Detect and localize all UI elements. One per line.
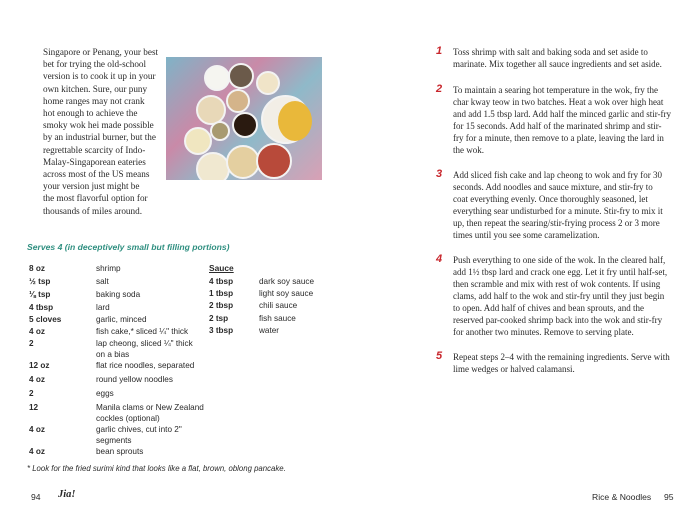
step-line: Push everything to one side of the wok. In the cleared half, <box>453 255 666 265</box>
intro-line: hot enough to achieve the <box>43 108 138 119</box>
ingredient-item: bean sprouts <box>96 447 144 456</box>
ingredient-item: lap cheong, sliced ¼" thick on a bias <box>96 339 193 359</box>
intro-line: the most flavorful option for <box>43 193 148 204</box>
sauce-item: chili sauce <box>259 301 298 311</box>
ingredient-item: fish cake,* sliced ¼" thick <box>96 327 189 336</box>
intro-line: thousands of miles around. <box>43 205 143 216</box>
step-line: everything sear undisturbed for a minute. Stir-fry to mix it <box>453 206 663 216</box>
serves-heading: Serves 4 (in deceptively small but filling portions) <box>27 242 230 252</box>
sauce-qty: 1 tbsp <box>209 289 234 299</box>
ingredients-photo <box>166 57 322 180</box>
sauce-qty: 2 tsp <box>209 313 229 323</box>
sauce-item: dark soy sauce <box>259 277 315 286</box>
step-line: fry for a minute, then remove to a plate, leaving the lard in <box>453 133 664 143</box>
step-line: to open. Add half of chives and bean sprouts, and the <box>453 303 644 313</box>
ingredient-qty: 12 <box>29 403 39 412</box>
ingredient-qty: ½ tsp <box>29 277 51 286</box>
step-line: the wok. <box>453 145 484 155</box>
ingredient-qty: 4 tbsp <box>29 303 54 312</box>
ingredient-qty: 4 oz <box>29 447 45 456</box>
intro-line: your version just might be <box>43 181 140 192</box>
ingredient-qty: 12 oz <box>29 361 50 370</box>
ingredient-qty: 4 oz <box>29 375 45 384</box>
step-number: 2 <box>436 83 443 95</box>
ingredient-item: garlic chives, cut into 2" segments <box>96 425 182 445</box>
step-line: Repeat steps 2–4 with the remaining ingredients. Serve with <box>453 352 670 362</box>
intro-paragraph <box>43 46 165 217</box>
intro-line: bet for trying the old-school <box>43 59 147 70</box>
ingredient-qty: 2 <box>29 389 34 398</box>
sauce-item: water <box>259 325 280 335</box>
step-line: lime wedges or halved calamansi. <box>453 364 575 374</box>
ingredient-item: lard <box>96 303 110 312</box>
step-line: up, then repeat the searing/stir-frying process 2 or 3 more <box>453 218 660 228</box>
step-line: clams, add half to the wok and stir-fry until they just begin <box>453 291 665 301</box>
ingredient-item: shrimp <box>96 264 121 273</box>
step-line: and add 1.5 tbsp lard. Add half the minced garlic and stir-fry <box>453 109 672 119</box>
ingredient-qty: 4 oz <box>29 425 45 434</box>
ingredient-item: eggs <box>96 389 114 398</box>
step-number: 4 <box>436 253 443 265</box>
step-text <box>453 254 668 338</box>
ingredient-qty: ⅛ tsp <box>29 290 51 299</box>
footnote: * Look for the fried surimi kind that looks like a flat, brown, oblong pancake. <box>27 464 286 473</box>
book-logo: Jia! <box>58 489 76 500</box>
sauce-qty: 2 tbsp <box>209 301 234 311</box>
intro-line: home ranges may not crank <box>43 95 145 106</box>
step-line: for another two minutes. Remove to serving plate. <box>453 327 634 337</box>
step-number: 1 <box>436 45 443 57</box>
sauce-heading: Sauce <box>209 263 234 273</box>
sauce-qty: 3 tbsp <box>209 325 234 335</box>
intro-line: Singapore or Penang, your best <box>43 47 159 57</box>
ingredient-item: round yellow noodles <box>96 375 173 384</box>
step-line: coat everything evenly. Once thoroughly seasoned, let <box>453 194 648 204</box>
ingredient-item: garlic, minced <box>96 315 147 324</box>
sauce-qty: 4 tbsp <box>209 277 234 286</box>
ingredient-qty: 8 oz <box>29 264 45 273</box>
step-line: Toss shrimp with salt and baking soda and set aside to <box>453 47 648 57</box>
step-text <box>453 46 668 70</box>
step-line: marinate. Mix together all sauce ingredients and set aside. <box>453 59 662 69</box>
step-line: seconds. Add noodles and sauce mixture, and stir-fry to <box>453 182 653 192</box>
step-line: To maintain a searing hot temperature in the wok, fry the <box>453 85 659 95</box>
ingredient-item: baking soda <box>96 290 141 299</box>
step-line: Add sliced fish cake and lap cheong to wok and fry for 30 <box>453 170 662 180</box>
sauce-item: fish sauce <box>259 313 296 323</box>
page-number-right: 95 <box>664 492 674 502</box>
ingredient-item: flat rice noodles, separated <box>96 361 195 370</box>
intro-line: by an industrial burner, but the <box>43 132 156 143</box>
step-line: add 1½ tbsp lard and crack one egg. Let it fry until half-set, <box>453 267 668 277</box>
step-text <box>453 169 668 241</box>
step-text <box>453 84 672 156</box>
intro-line: Malay-Singaporean eateries <box>43 156 146 167</box>
intro-line: version is to cook it up in your <box>43 71 156 82</box>
step-line: times until you see some caramelization. <box>453 230 600 240</box>
step-number: 3 <box>436 168 443 180</box>
ingredient-qty: 5 cloves <box>29 315 62 324</box>
ingredient-qty: 2 <box>29 339 34 348</box>
step-line: then scramble and mix with rest of wok contents. If using <box>453 279 661 289</box>
intro-line: own kitchen. Sure, our puny <box>43 83 148 94</box>
ingredient-qty: 4 oz <box>29 327 45 336</box>
step-number: 5 <box>436 350 443 362</box>
intro-line: smoky wok hei made possible <box>43 120 154 131</box>
intro-line: regrettable scarcity of Indo- <box>43 144 146 155</box>
page-number-left: 94 <box>31 492 41 502</box>
step-line: reserved par-cooked shrimp back into the wok and stir-fry <box>453 315 663 325</box>
step-line: char kway teow in two batches. Heat a wok over high heat <box>453 97 664 107</box>
step-text <box>453 351 668 375</box>
intro-line: across most of the US means <box>43 169 150 180</box>
sauce-item: light soy sauce <box>259 289 314 299</box>
step-line: for 15 seconds. Add half of the marinated shrimp and stir- <box>453 121 662 131</box>
ingredient-item: salt <box>96 277 109 286</box>
ingredient-item: Manila clams or New Zealand cockles (optional) <box>96 403 204 423</box>
section-title: Rice & Noodles <box>592 492 652 502</box>
